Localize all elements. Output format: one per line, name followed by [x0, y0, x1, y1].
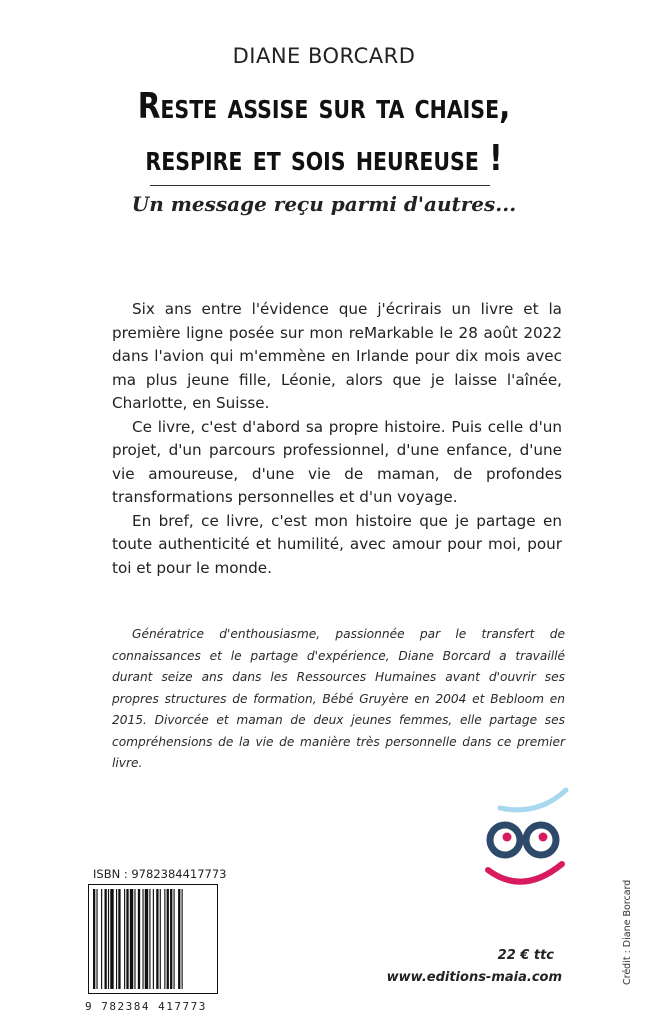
title-divider [150, 185, 490, 186]
barcode-bar [153, 889, 154, 989]
barcode-bar [96, 889, 97, 989]
isbn-label: ISBN : 9782384417773 [93, 867, 227, 881]
summary-paragraph: Six ans entre l'évidence que j'écrirais un livre et la première ligne posée sur mon reMarkable le 28 août 2022 dans l'avion qui m'emmène en Irlande pour dix mois avec ma plus jeune fille, Léonie, alors que je laisse l'aînée, Charlotte, en Suisse. [112, 300, 562, 412]
barcode-bar [164, 889, 165, 989]
barcode-bar [108, 889, 109, 989]
barcode-bar [93, 889, 95, 989]
barcode-bar [126, 889, 128, 989]
barcode-bar [174, 889, 175, 989]
book-title-line-2: respire et sois heureuse ! [145, 138, 503, 179]
barcode-bar [138, 889, 140, 989]
barcode-bar [160, 889, 161, 989]
smile [488, 864, 562, 882]
barcode-bar [145, 889, 148, 989]
barcode-bar [134, 889, 135, 989]
barcode-bar [116, 889, 117, 989]
barcode-bar [105, 889, 107, 989]
photo-credit: Crédit : Diane Borcard [622, 879, 633, 985]
right-pupil [539, 833, 548, 842]
summary-paragraph: En bref, ce livre, c'est mon histoire que je partage en toute authenticité et humilité, avec amour pour moi, pour toi et pour le monde. [112, 511, 562, 577]
barcode-bar [167, 889, 169, 989]
barcode-bar [142, 889, 143, 989]
author-bio: Génératrice d'enthousiasme, passionnée par le transfert de connaissances et le partage d'expérience, Diane Borcard a travaillé durant seize ans dans les Ressources Humaines avant d'ouvrir ses propres structures de formation, Bébé Gruyère en 2004 et Bebloom en 2015. Divorcée et maman de deux jeunes femmes, elle partage ses compréhensions de la vie de manière très personnelle dans ce premier livre. [112, 627, 565, 770]
barcode-bar [170, 889, 172, 989]
summary-text [112, 298, 562, 580]
barcode-bar [118, 889, 120, 989]
barcode-bar [182, 889, 183, 989]
halo-arc [500, 790, 566, 810]
barcode-bar [101, 889, 102, 989]
barcode-bar [110, 889, 113, 989]
barcode-bar [156, 889, 158, 989]
barcode-number: 9 782384 417773 [85, 1000, 207, 1013]
barcode-bar [178, 889, 180, 989]
summary-paragraph: Ce livre, c'est d'abord sa propre histoire. Puis celle d'un projet, d'un parcours professionnel, d'une enfance, d'une vie amoureuse, d'une vie de maman, de profondes transformations personnelles et d'un voyage. [112, 417, 562, 506]
smiley-face-logo [478, 778, 573, 895]
barcode-bar [124, 889, 125, 989]
author-name: DIANE BORCARD [232, 44, 416, 68]
book-subtitle: Un message reçu parmi d'autres... [131, 192, 517, 216]
price: 22 € ttc [497, 948, 554, 963]
book-title-line-1: Reste assise sur ta chaise, [137, 86, 511, 127]
left-pupil [503, 833, 512, 842]
barcode-bar [149, 889, 150, 989]
barcode-bar [130, 889, 133, 989]
publisher-website: www.editions-maia.com [386, 970, 562, 985]
barcode [88, 884, 218, 994]
